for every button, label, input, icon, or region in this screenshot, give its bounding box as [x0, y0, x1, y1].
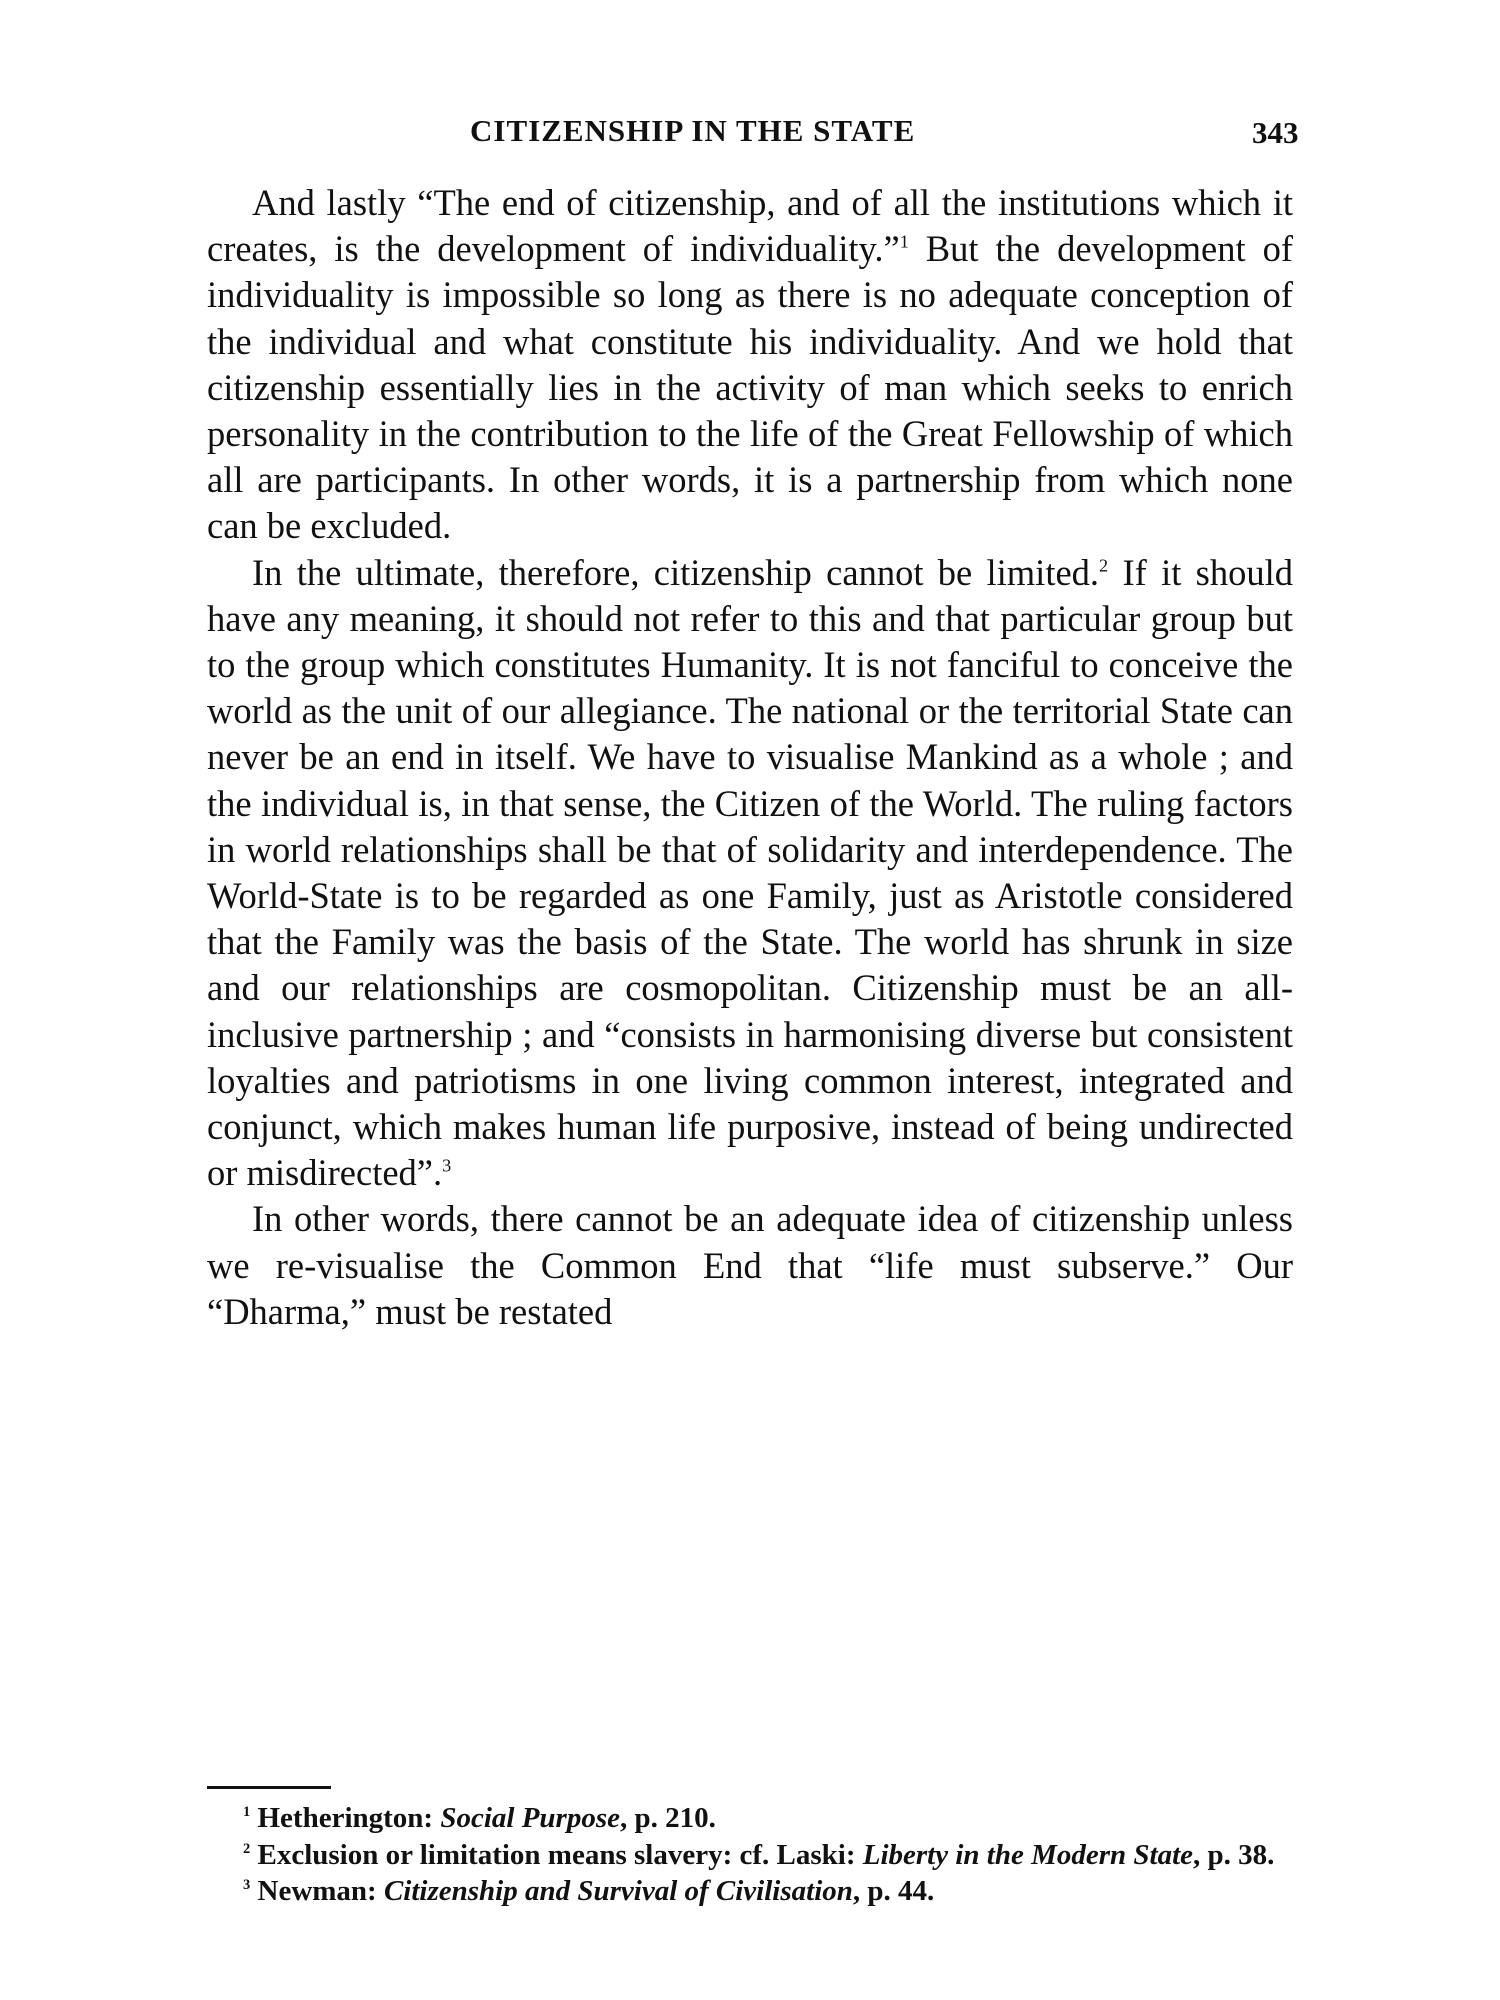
footnote-1-text-a: Hetherington:: [250, 1802, 441, 1834]
footnote-ref-1: 1: [899, 231, 909, 252]
body-text: [207, 180, 1293, 1335]
footnote-ref-2: 2: [1099, 554, 1109, 575]
footnote-3-text-b: , p. 44.: [852, 1875, 935, 1907]
footnote-ref-3: 3: [442, 1155, 452, 1176]
paragraph-2-text-b: If it should have any meaning, it should not refer to this and that particular group but to the group which constitutes Humanity. It is not fanciful to conceive the world as the unit of our allegiance. The national or the territorial State can never be an end in itself. We have to visualise Mankind as a whole ; and the individual is, in that sense, the Citizen of the World. The ruling factors in world relationships shall be that of solidarity and interdependence. The World-State is to be regarded as one Family, just as Aristotle considered that the Family was the basis of the State. The world has shrunk in size and our relationships are cosmopolitan. Citizenship must be an all-inclusive partnership ; and “consists in harmonising diverse but consistent loyalties and patriotisms in one living common interest, integrated and conjunct, which makes human life purposive, instead of being undirected or misdirected”.: [207, 551, 1294, 1194]
page-number: 343: [1252, 115, 1299, 150]
footnote-2-text-a: Exclusion or limitation means slavery: cf. Laski:: [250, 1838, 863, 1871]
footnote-1: [207, 1800, 1293, 1837]
footnote-3-number: 3: [243, 1877, 251, 1894]
footnote-1-text-b: , p. 210.: [620, 1802, 716, 1834]
paragraph-2: [207, 550, 1293, 1197]
footnote-1-title: Social Purpose: [440, 1802, 620, 1834]
footnote-rule: [207, 1786, 331, 1789]
running-head: CITIZENSHIP IN THE STATE: [470, 113, 916, 148]
paragraph-1-text-a: And lastly “The end of citizenship, and of all the institutions which it creates, is the development of individuality.”: [207, 182, 1293, 270]
footnote-2-number: 2: [243, 1840, 251, 1857]
paragraph-1: [207, 180, 1293, 550]
footnote-2-text-b: , p. 38.: [1193, 1838, 1275, 1871]
footnote-3: [207, 1873, 1293, 1910]
footnote-2: [207, 1837, 1293, 1874]
paragraph-2-text-a: In the ultimate, therefore, citizenship cannot be limited.: [252, 551, 1100, 593]
footnote-3-title: Citizenship and Survival of Civilisation: [383, 1875, 853, 1907]
paragraph-1-text-b: But the development of individuality is impossible so long as there is no adequate conception of the individual and what constitute his individuality. And we hold that citizenship essentially lies in the activity of man which seeks to enrich personality in the contribution to the life of the Great Fellowship of which all are participants. In other words, it is a partnership from which none can be excluded.: [207, 228, 1294, 547]
footnote-1-number: 1: [243, 1804, 251, 1821]
paragraph-3: In other words, there cannot be an adequate idea of citizenship unless we re-visualise the Common End that “life must subserve.” Our “Dharma,” must be restated: [207, 1198, 1293, 1332]
footnote-2-title: Liberty in the Modern State: [862, 1838, 1194, 1871]
footnote-3-text-a: Newman:: [250, 1875, 384, 1907]
footnotes: [207, 1800, 1293, 1910]
